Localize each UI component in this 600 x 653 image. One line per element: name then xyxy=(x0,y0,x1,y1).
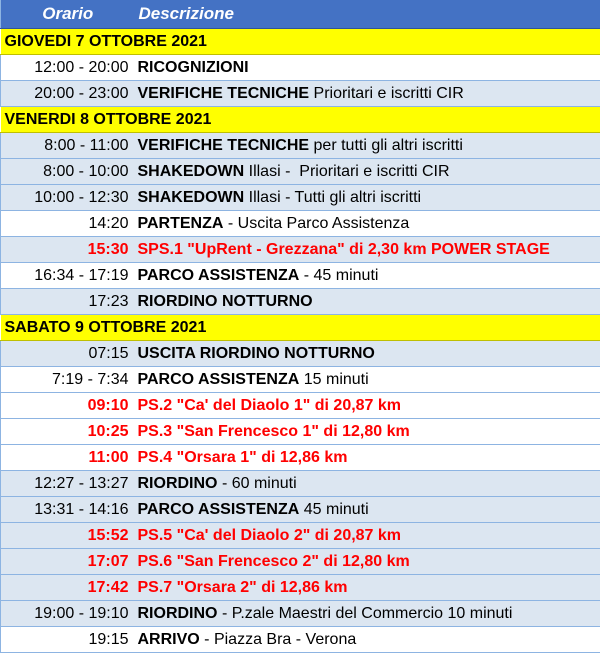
schedule-body xyxy=(1,28,600,652)
description-cell: PS.2 "Ca' del Diaolo 1" di 20,87 km xyxy=(135,392,600,418)
event-detail: Illasi - Tutti gli altri iscritti xyxy=(244,189,421,206)
time-cell: 09:10 xyxy=(1,392,135,418)
day-label: SABATO 9 OTTOBRE 2021 xyxy=(1,314,600,340)
table-header-row xyxy=(1,0,600,28)
day-label: GIOVEDI 7 OTTOBRE 2021 xyxy=(1,28,600,54)
description-cell xyxy=(135,288,600,314)
description-cell xyxy=(135,80,600,106)
description-cell xyxy=(135,470,600,496)
event-detail: per tutti gli altri iscritti xyxy=(309,137,463,154)
description-cell xyxy=(135,340,600,366)
stage-row xyxy=(1,548,600,574)
time-cell: 19:00 - 19:10 xyxy=(1,600,135,626)
stage-row xyxy=(1,444,600,470)
schedule-row xyxy=(1,600,600,626)
schedule-row xyxy=(1,54,600,80)
description-cell: PS.7 "Orsara 2" di 12,86 km xyxy=(135,574,600,600)
stage-row xyxy=(1,574,600,600)
event-keyword: VERIFICHE TECNICHE xyxy=(138,137,310,154)
description-cell xyxy=(135,132,600,158)
stage-row xyxy=(1,392,600,418)
time-cell: 11:00 xyxy=(1,444,135,470)
time-cell: 10:00 - 12:30 xyxy=(1,184,135,210)
time-cell: 15:30 xyxy=(1,236,135,262)
event-keyword: PARCO ASSISTENZA xyxy=(138,501,300,518)
time-cell: 16:34 - 17:19 xyxy=(1,262,135,288)
event-keyword: RIORDINO xyxy=(138,475,218,492)
day-header-row xyxy=(1,28,600,54)
description-cell xyxy=(135,626,600,652)
event-detail: - Piazza Bra - Verona xyxy=(200,631,357,648)
description-cell xyxy=(135,366,600,392)
stage-row xyxy=(1,236,600,262)
time-cell: 7:19 - 7:34 xyxy=(1,366,135,392)
event-detail: 15 minuti xyxy=(299,371,368,388)
time-cell: 19:15 xyxy=(1,626,135,652)
description-cell: SPS.1 "UpRent - Grezzana" di 2,30 km POWER STAGE xyxy=(135,236,600,262)
event-detail: Prioritari e iscritti CIR xyxy=(309,85,464,102)
time-cell: 17:23 xyxy=(1,288,135,314)
schedule-row xyxy=(1,288,600,314)
time-cell: 17:42 xyxy=(1,574,135,600)
description-cell: PS.4 "Orsara 1" di 12,86 km xyxy=(135,444,600,470)
time-cell: 15:52 xyxy=(1,522,135,548)
description-cell: PS.6 "San Frencesco 2" di 12,80 km xyxy=(135,548,600,574)
time-cell: 07:15 xyxy=(1,340,135,366)
description-cell xyxy=(135,600,600,626)
schedule-row xyxy=(1,470,600,496)
stage-row xyxy=(1,522,600,548)
column-header-orario: Orario xyxy=(1,0,135,28)
time-cell: 12:00 - 20:00 xyxy=(1,54,135,80)
event-keyword: RICOGNIZIONI xyxy=(138,59,249,76)
event-keyword: SHAKEDOWN xyxy=(138,189,245,206)
event-keyword: PARTENZA xyxy=(138,215,224,232)
column-header-descrizione: Descrizione xyxy=(135,0,600,28)
description-cell xyxy=(135,158,600,184)
event-keyword: SHAKEDOWN xyxy=(138,163,245,180)
schedule-row xyxy=(1,80,600,106)
description-cell xyxy=(135,54,600,80)
event-detail: 45 minuti xyxy=(299,501,368,518)
schedule-row xyxy=(1,132,600,158)
time-cell: 17:07 xyxy=(1,548,135,574)
description-cell xyxy=(135,262,600,288)
description-cell: PS.3 "San Frencesco 1" di 12,80 km xyxy=(135,418,600,444)
time-cell: 14:20 xyxy=(1,210,135,236)
schedule-row xyxy=(1,340,600,366)
description-cell xyxy=(135,210,600,236)
day-header-row xyxy=(1,106,600,132)
event-detail: - Uscita Parco Assistenza xyxy=(223,215,409,232)
event-keyword: USCITA RIORDINO NOTTURNO xyxy=(138,345,375,362)
event-detail: Illasi - Prioritari e iscritti CIR xyxy=(244,163,449,180)
event-detail: - P.zale Maestri del Commercio 10 minuti xyxy=(218,605,513,622)
time-cell: 8:00 - 11:00 xyxy=(1,132,135,158)
day-label: VENERDI 8 OTTOBRE 2021 xyxy=(1,106,600,132)
time-cell: 8:00 - 10:00 xyxy=(1,158,135,184)
time-cell: 13:31 - 14:16 xyxy=(1,496,135,522)
description-cell xyxy=(135,496,600,522)
schedule-row xyxy=(1,210,600,236)
event-detail: - 45 minuti xyxy=(299,267,378,284)
schedule-row xyxy=(1,158,600,184)
event-detail: - 60 minuti xyxy=(218,475,297,492)
event-keyword: RIORDINO xyxy=(138,605,218,622)
description-cell: PS.5 "Ca' del Diaolo 2" di 20,87 km xyxy=(135,522,600,548)
schedule-row xyxy=(1,626,600,652)
schedule-row xyxy=(1,496,600,522)
event-keyword: RIORDINO NOTTURNO xyxy=(138,293,313,310)
stage-row xyxy=(1,418,600,444)
event-keyword: PARCO ASSISTENZA xyxy=(138,267,300,284)
event-keyword: ARRIVO xyxy=(138,631,200,648)
day-header-row xyxy=(1,314,600,340)
event-keyword: PARCO ASSISTENZA xyxy=(138,371,300,388)
schedule-row xyxy=(1,184,600,210)
schedule-row xyxy=(1,366,600,392)
description-cell xyxy=(135,184,600,210)
time-cell: 12:27 - 13:27 xyxy=(1,470,135,496)
schedule-row xyxy=(1,262,600,288)
event-keyword: VERIFICHE TECNICHE xyxy=(138,85,310,102)
time-cell: 20:00 - 23:00 xyxy=(1,80,135,106)
time-cell: 10:25 xyxy=(1,418,135,444)
